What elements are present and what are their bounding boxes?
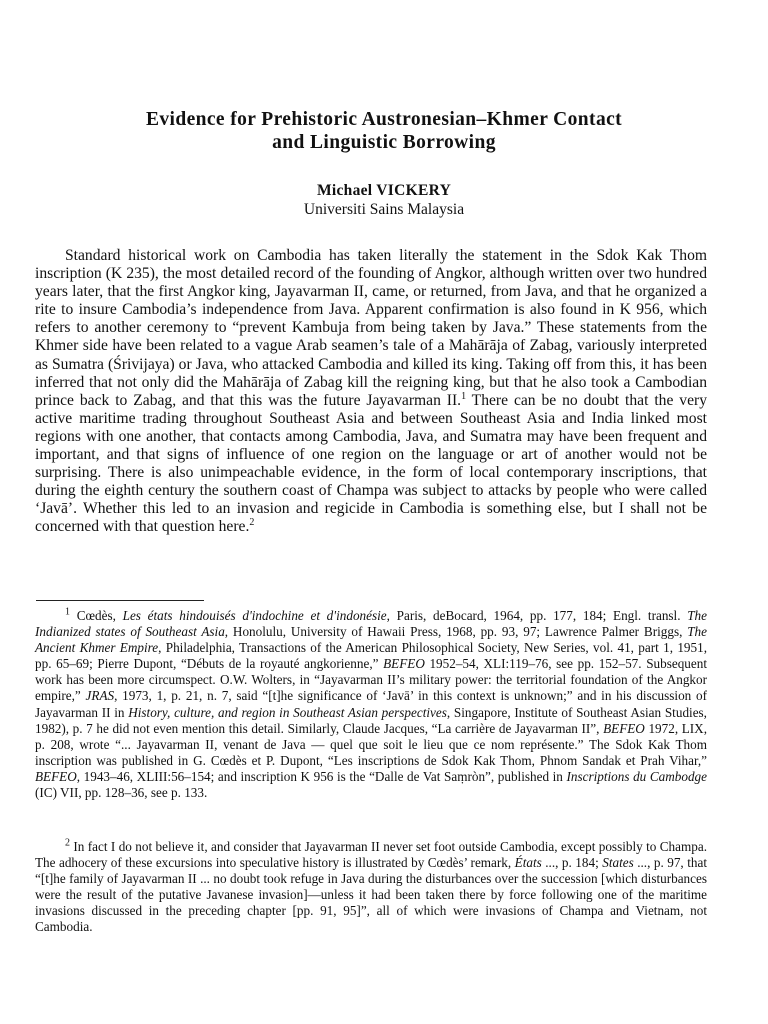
fn1-text-f: , 1973, 1, p. 21, n. 7, said “[t]he significance of ‘Javā’ in this context is unknown;” and in his discussion of Jayavarman II in xyxy=(35,688,708,720)
fn1-citation-title: JRAS xyxy=(85,688,115,704)
fn1-text-h: 1972, LIX, p. 208, wrote “... Jayavarman II, venant de Java — quel que soit le lieu que ce nom représente.” The Sdok Kak Thom inscription was published in G. Cœdès et P. Dupont, “Les inscriptions de Sdok Kak Thom, Phnom Sandak et Prah Vihar,” xyxy=(35,720,707,768)
footnote-ref-1: 1 xyxy=(461,390,467,402)
fn1-text-i: , 1943–46, XLIII:56–154; and inscription K 956 is the “Dalle de Vat Saṃròn”, published in xyxy=(76,768,567,784)
fn1-text-d: , Philadelphia, Transactions of the American Philosophical Society, New Series, vol. 41, part 1, 1951, pp. 65–69; Pierre Dupont, “Débuts de la royauté angkorienne,” xyxy=(35,640,707,672)
fn1-citation-title: BEFEO xyxy=(35,768,77,784)
fn1-citation-title: History, culture, and region in Southeast Asian perspectives xyxy=(128,704,447,720)
article-title-line-2: and Linguistic Borrowing xyxy=(272,132,496,153)
footnote-2-number: 2 xyxy=(65,837,70,849)
footnote-1 xyxy=(35,608,707,801)
fn1-citation-title: The Ancient Khmer Empire xyxy=(35,624,707,656)
body-text-part-1: Standard historical work on Cambodia has taken literally the statement in the Sdok Kak Thom inscription (K 235), the most detailed record of the founding of Angkor, although written over two hundred years later, that the first Angkor king, Jayavarman II, came, or returned, from Java, and that he organized a rite to insure Cambodia’s independence from Java. Apparent confirmation is also found in K 956, which refers to another ceremony to “prevent Kambuja from being taken by Java.” These statements from the Khmer side have been related to a vague Arab seamen’s tale of a Mahārāja of Zabag, variously interpreted as Sumatra (Śrivijaya) or Java, who attacked Cambodia and killed its king. Taking off from this, it has been inferred that not only did the Mahārāja of Zabag kill the reigning king, but that he also took a Cambodian prince back to Zabag, and that this was the future Jayavarman II. xyxy=(35,247,707,409)
article-title-line-1: Evidence for Prehistoric Austronesian–Khmer Contact xyxy=(145,109,623,130)
body-text-part-2: There can be no doubt that the very active maritime trading throughout Southeast Asia and between Southeast Asia and India linked most regions with one another, that contacts among Cambodia, Java, and Sumatra may have been frequent and important, and that signs of influence of one region on the language or art of another would not be surprising. There is also unimpeachable evidence, in the form of local contemporary inscriptions, that during the eighth century the southern coast of Champa was subject to attacks by people who were called ‘Javā’. Whether this led to an invasion and regicide in Cambodia is something else, but I shall not be concerned with that question here. xyxy=(35,391,707,536)
body-paragraph xyxy=(35,247,707,537)
fn1-citation-title: Les états hindouisés d'indochine et d'indonésie xyxy=(122,608,387,623)
footnote-divider xyxy=(36,600,204,601)
fn2-citation-title: États xyxy=(514,855,542,871)
fn1-citation-title: BEFEO xyxy=(603,720,645,736)
footnote-1-number: 1 xyxy=(65,606,70,618)
fn1-text-g: , Singapore, Institute of Southeast Asian Studies, 1982), p. 7 he did not even mention this detail. Similarly, Claude Jacques, “La carrière de Jayavarman II”, xyxy=(35,704,707,736)
fn2-text-c: ..., p. 97, that “[t]he family of Jayavarman II ... no doubt took refuge in Java during the disturbances over the succession [which disturbances were the result of the putative Javanese invasion]—unless it had been taken there by force following one of the maritime invasions discussed in the preceding chapter [pp. 91, 95]”, all of which were invasions of Champa and Vietnam, not Cambodia. xyxy=(35,855,707,935)
fn1-text-a: Cœdès, xyxy=(70,608,123,623)
fn2-citation-title: States xyxy=(602,855,634,871)
footnote-ref-2: 2 xyxy=(249,517,255,529)
author-name: Michael VICKERY xyxy=(316,182,452,199)
fn1-text-c: , Honolulu, University of Hawaii Press, 1968, pp. 93, 97; Lawrence Palmer Briggs, xyxy=(224,624,688,640)
fn1-citation-title: The Indianized states of Southeast Asia xyxy=(35,608,707,640)
article-title xyxy=(60,108,708,154)
fn1-text-b: , Paris, deBocard, 1964, pp. 177, 184; Engl. transl. xyxy=(386,608,688,623)
author-affiliation: Universiti Sains Malaysia xyxy=(303,201,465,218)
fn2-text-a: In fact I do not believe it, and consider that Jayavarman II never set foot outside Cambodia, except possibly to Champa. The adhocery of these excursions into speculative history is illustrated by Cœdès’ remark, xyxy=(35,839,707,871)
fn1-citation-title: BEFEO xyxy=(383,656,425,672)
fn1-text-j: (IC) VII, pp. 128–36, see p. 133. xyxy=(35,785,208,801)
footnote-2 xyxy=(35,839,707,936)
fn1-text-e: 1952–54, XLI:119–76, see pp. 152–57. Subsequent work has been more circumspect. O.W. Wolters, in “Jayavarman II’s military power: the territorial foundation of the Angkor empire,” xyxy=(35,656,708,704)
fn1-citation-title: Inscriptions du Cambodge xyxy=(566,768,707,784)
fn2-text-b: ..., p. 184; xyxy=(541,855,603,871)
